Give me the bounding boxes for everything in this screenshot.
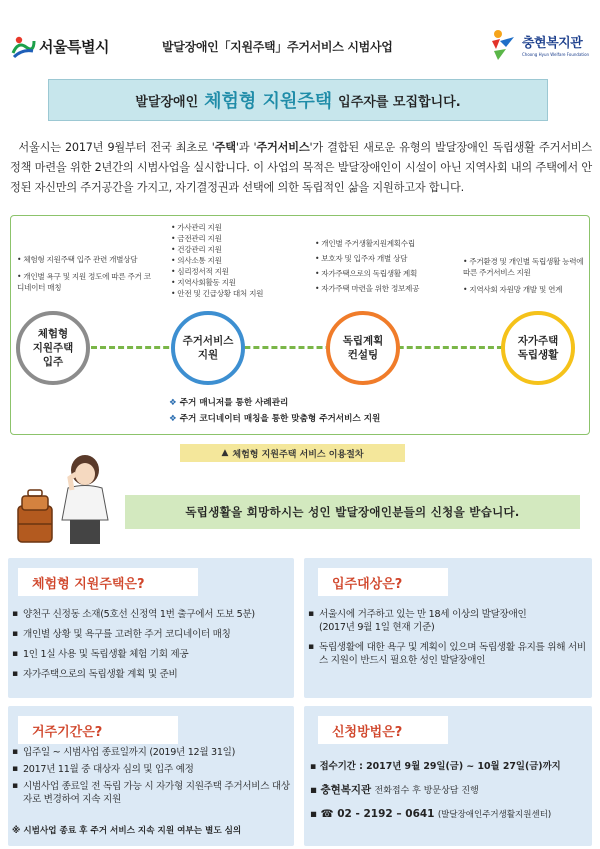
diamond-icon: ❖ <box>169 414 177 424</box>
person-illustration <box>10 448 120 548</box>
intro-paragraph: 서울시는 2017년 9월부터 전국 최초로 '주택'과 '주거서비스'가 결합된 새로운 유형의 발달장애인 독립생활 주거서비스 정책 마련을 위한 2년간의 시범사업을 실시합니다. 이 사업의 목적은 발달장애인이 시설이 아닌 지역사회 내의 주택에서 안정된 자신만의 주거공간을 가지고, 자기결정권과 선택에 의한 독립적인 삶을 지원하고자 합니다. <box>10 141 593 194</box>
box-title-application: 신청방법은? <box>318 716 448 744</box>
keyword-service: 주거서비스 <box>256 141 310 154</box>
list-item: ▪ 자가주택으로의 독립생활 계획 및 준비 <box>12 668 292 681</box>
chunghyun-logo <box>486 25 596 65</box>
banner-highlight: 체험형 지원주택 <box>204 91 333 112</box>
step-circle-housing-service: 주거서비스 지원 <box>171 311 245 385</box>
process-diagram <box>10 215 590 435</box>
keyword-housing: 주택 <box>214 141 236 154</box>
process-note-2: ❖ 주거 코디네이터 매칭을 통한 맞춤형 주거서비스 지원 <box>169 414 381 424</box>
step-circle-move-in: 체험형 지원주택 입주 <box>16 311 90 385</box>
application-org: ▪ 충현복지관 전화접수 후 방문상담 진행 <box>310 784 479 796</box>
box-title-eligibility: 입주대상은? <box>318 568 448 596</box>
col4-bullets: • 주거환경 및 개인별 독립생활 능력에 따른 주거서비스 지원 • 지역사회 자원망 개발 및 연계 <box>463 257 584 294</box>
seoul-logo <box>10 33 130 59</box>
list-item: ▪ 서울시에 거주하고 있는 만 18세 이상의 발달장애인 (2017년 9월 1일 현재 기준) <box>308 608 588 634</box>
period-list <box>12 746 292 810</box>
seoul-logo-text: 서울특별시 <box>39 37 109 56</box>
step-label: ▲ 체험형 지원주택 서비스 이용절차 <box>180 444 405 462</box>
info-box-period <box>8 706 294 846</box>
triangle-up-icon: ▲ <box>221 448 229 458</box>
application-period: ▪ 접수기간 : 2017년 9월 29일(금) ~ 10월 27일(금)까지 <box>310 761 561 772</box>
main-banner <box>48 79 548 121</box>
list-item: ▪ 입주일 ~ 시범사업 종료일까지 (2019년 12월 31일) <box>12 746 292 759</box>
chunghyun-logo-icon <box>486 27 520 63</box>
eligibility-list <box>308 608 588 674</box>
luggage-icon <box>18 490 52 542</box>
header-title: 발달장애인「지원주택」주거서비스 시범사업 <box>162 40 393 54</box>
step-circle-independent-living: 자가주택 독립생활 <box>501 311 575 385</box>
list-item: ▪ 독립생활에 대한 욕구 및 계획이 있으며 독립생활 유지를 위해 서비스 지원이 반드시 필요한 성인 발달장애인 <box>308 641 588 667</box>
process-note-1: ❖ 주거 매니저를 통한 사례관리 <box>169 398 289 408</box>
period-note: ※ 시범사업 종료 후 주거 서비스 지속 지원 여부는 별도 심의 <box>12 826 242 836</box>
housing-list <box>12 608 292 688</box>
col1-bullets: • 체험형 지원주택 입주 관련 개별상담 • 개인별 욕구 및 지원 정도에 따른 주거 코디네이터 매칭 <box>17 255 151 292</box>
box-title-period: 거주기간은? <box>18 716 178 744</box>
box-title-housing: 체험형 지원주택은? <box>18 568 198 596</box>
diamond-icon: ❖ <box>169 398 177 408</box>
phone-number[interactable]: ☎ 02 - 2192 – 0641 <box>320 808 435 820</box>
application-banner: 독립생활을 희망하시는 성인 발달장애인분들의 신청을 받습니다. <box>125 495 580 529</box>
seoul-logo-icon <box>10 33 36 59</box>
chunghyun-logo-text: 충현복지관 <box>522 36 583 51</box>
banner-suffix: 입주자를 모집합니다. <box>338 94 461 110</box>
step-circle-consulting: 독립계획 컨설팅 <box>326 311 400 385</box>
info-box-housing <box>8 558 294 698</box>
banner-prefix: 발달장애인 <box>135 94 199 110</box>
chunghyun-logo-subtext: Choong Hyun Welfare Foundation <box>522 52 590 57</box>
col3-bullets: • 개인별 주거생활지원계획수립 • 보호자 및 입주자 개별 상담 • 자가주택으로의 독립생활 계획 • 자가주택 마련을 위한 정보제공 <box>315 239 420 293</box>
col2-bullets: • 가사관리 지원 • 금전관리 지원 • 건강관리 지원 • 의사소통 지원 • 심리정서적 지원 • 지역사회활동 지원 • 안전 및 긴급상황 대처 지원 <box>171 223 264 298</box>
info-box-eligibility <box>304 558 592 698</box>
info-box-application <box>304 706 592 846</box>
list-item: ▪ 개인별 상황 및 욕구를 고려한 주거 코디네이터 매칭 <box>12 628 292 641</box>
application-phone: ▪ ☎ 02 - 2192 – 0641 (발달장애인주거생활지원센터) <box>310 808 552 820</box>
list-item: ▪ 양천구 신정동 소재(5호선 신정역 1번 출구에서 도보 5분) <box>12 608 292 621</box>
list-item: ▪ 시범사업 종료일 전 독립 가능 시 자가형 지원주택 주거서비스 대상자로 변경하여 지속 지원 <box>12 780 292 806</box>
list-item: ▪ 1인 1실 사용 및 독립생활 체험 기회 제공 <box>12 648 292 661</box>
list-item: ▪ 2017년 11월 중 대상자 심의 및 입주 예정 <box>12 763 292 776</box>
process-connector <box>91 346 521 349</box>
